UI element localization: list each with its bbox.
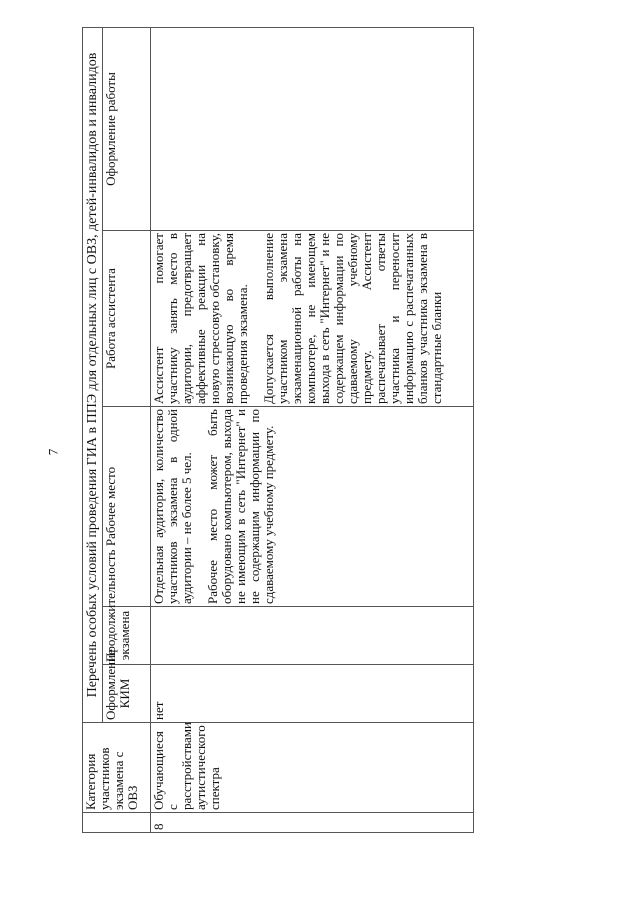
assistant-paragraph-2: Допускается выполнение участником экзамена экзаменационной работы на компьютере, не имеющем выхода в сеть "Интернет" и не содержащем информации по сдаваемому учебному предмету. Ассистент распечатывает ответы участника и переносит информацию с распечатанных бланков участника экзамена в стандартные бланки <box>261 233 444 404</box>
header-forms: Оформление работы <box>103 27 151 230</box>
header-workplace: Рабочее место <box>103 407 151 607</box>
row-assistant <box>151 231 474 407</box>
header-num <box>83 813 151 833</box>
conditions-table <box>82 27 474 833</box>
header-duration: Продолжительность экзамена <box>103 607 151 665</box>
row-duration <box>151 607 474 665</box>
table-title: Перечень особых условий проведения ГИА в ППЭ для отдельных лиц с ОВЗ, детей-инвалидов и инвалидов <box>83 27 103 722</box>
header-assistant: Работа ассистента <box>103 231 151 407</box>
page-number: 7 <box>45 448 61 456</box>
row-workplace <box>151 407 474 607</box>
row-num: 8 <box>151 813 474 833</box>
assistant-paragraph-1: Ассистент помогает участнику занять место в аудитории, предотвращает аффективные реакции на новую стрессовую обстановку, возникающую во время проведения экзамена. <box>151 233 250 404</box>
workplace-paragraph-1: Отдельная аудитория, количество участников экзамена в одной аудитории – не более 5 чел. <box>151 409 194 604</box>
table-row <box>151 27 474 832</box>
header-kim: Оформление КИМ <box>103 665 151 723</box>
header-category: Категория участников экзамена с ОВЗ <box>83 723 151 813</box>
row-category: Обучающиеся с расстройствами аутистического спектра <box>151 723 474 813</box>
workplace-paragraph-2: Рабочее место может быть оборудовано компьютером, выхода не имеющим в сеть "Интернет" и не содержащим информации по сдаваемому учебному предмету. <box>205 409 276 604</box>
row-kim: нет <box>151 665 474 723</box>
row-forms <box>151 27 474 230</box>
rotated-table-sheet <box>82 28 570 833</box>
